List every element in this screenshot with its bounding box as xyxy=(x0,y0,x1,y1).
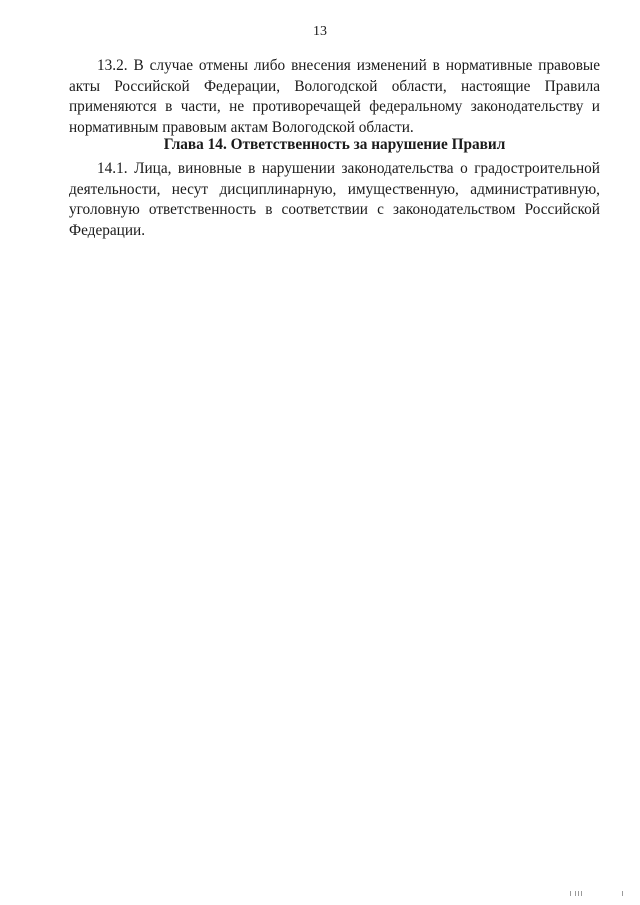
page-number: 13 xyxy=(313,24,327,39)
clause-14-1-paragraph: 14.1. Лица, виновные в нарушении законодательства о градостроительной деятельности, несут дисциплинарную, имущественную, административную, уголовную ответственность в соответствии с законодательством Российской Федерации. xyxy=(69,160,600,239)
chapter-14-heading: Глава 14. Ответственность за нарушение Правил xyxy=(163,136,506,153)
scan-marks xyxy=(568,889,628,899)
scan-artifact-icon xyxy=(568,889,628,897)
clause-13-2-paragraph: 13.2. В случае отмены либо внесения изменений в нормативные правовые акты Российской Федерации, Вологодской области, настоящие Правила применяются в части, не противоречащей федеральному законодательству и нормативным правовым актам Вологодской области. xyxy=(69,57,600,136)
